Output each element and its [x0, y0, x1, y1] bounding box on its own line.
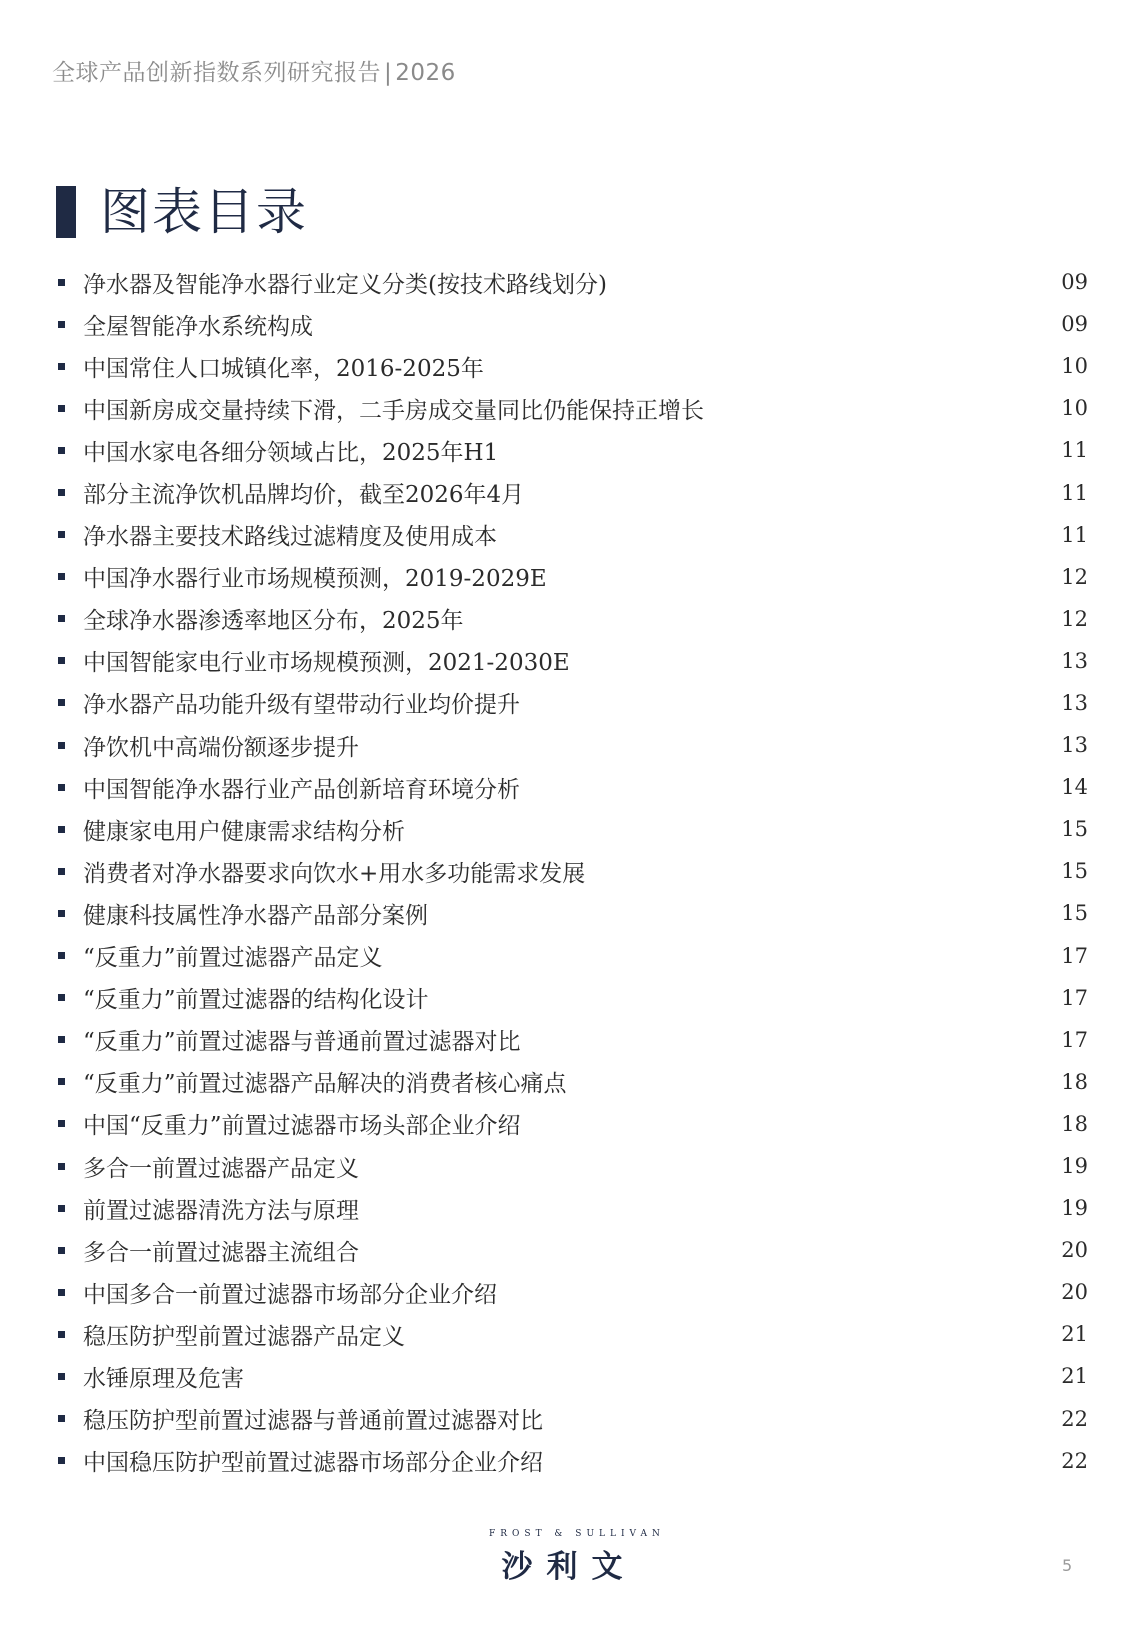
toc-entry[interactable]: [56, 471, 1088, 513]
title-accent-bar: [56, 186, 76, 238]
toc-entry-label: 中国水家电各细分领域占比，2025年H1: [83, 439, 499, 466]
toc-entry-page: 13: [1061, 690, 1088, 715]
toc-entry[interactable]: [56, 1271, 1088, 1313]
toc-entry[interactable]: [56, 640, 1088, 682]
header-year: 2026: [395, 60, 456, 86]
toc-entry-label: 中国净水器行业市场规模预测，2019-2029E: [83, 566, 547, 593]
toc-entry-page: 10: [1061, 396, 1088, 421]
toc-entry-label: 水锤原理及危害: [83, 1365, 244, 1392]
toc-entry-page: 13: [1061, 733, 1088, 758]
toc-entry[interactable]: [56, 387, 1088, 429]
toc-entry-label: 健康科技属性净水器产品部分案例: [83, 902, 428, 929]
toc-entry-label: 净水器产品功能升级有望带动行业均价提升: [83, 692, 520, 719]
square-bullet-icon: [58, 1289, 65, 1296]
toc-entry-label: 中国智能家电行业市场规模预测，2021-2030E: [83, 650, 570, 677]
square-bullet-icon: [58, 952, 65, 959]
toc-entry-page: 12: [1061, 606, 1088, 631]
square-bullet-icon: [58, 699, 65, 706]
toc-entry-label: 全屋智能净水系统构成: [83, 313, 313, 340]
square-bullet-icon: [58, 742, 65, 749]
toc-entry[interactable]: [56, 1229, 1088, 1271]
toc-entry-label: 中国“反重力”前置过滤器市场头部企业介绍: [83, 1113, 521, 1140]
toc-entry[interactable]: [56, 1103, 1088, 1145]
toc-entry-label: 中国新房成交量持续下滑，二手房成交量同比仍能保持正增长: [83, 397, 704, 424]
page-title: 图表目录: [100, 183, 308, 241]
toc-entry-page: 17: [1061, 1027, 1088, 1052]
toc-entry-page: 12: [1061, 564, 1088, 589]
toc-entry-page: 20: [1061, 1238, 1088, 1263]
toc-entry-label: 中国稳压防护型前置过滤器市场部分企业介绍: [83, 1450, 543, 1477]
toc-entry-page: 10: [1061, 354, 1088, 379]
figure-list: [56, 261, 1088, 1482]
section-heading: [56, 183, 308, 241]
toc-entry[interactable]: [56, 850, 1088, 892]
toc-entry-page: 15: [1061, 859, 1088, 884]
toc-entry[interactable]: [56, 303, 1088, 345]
toc-entry[interactable]: [56, 935, 1088, 977]
toc-entry[interactable]: [56, 429, 1088, 471]
square-bullet-icon: [58, 363, 65, 370]
toc-entry[interactable]: [56, 682, 1088, 724]
toc-entry-label: 稳压防护型前置过滤器产品定义: [83, 1323, 405, 1350]
toc-entry-label: 多合一前置过滤器产品定义: [83, 1155, 359, 1182]
toc-entry-label: 净水器主要技术路线过滤精度及使用成本: [83, 524, 497, 551]
square-bullet-icon: [58, 994, 65, 1001]
toc-entry-page: 11: [1061, 438, 1088, 463]
toc-entry-page: 20: [1061, 1280, 1088, 1305]
toc-entry-page: 21: [1061, 1322, 1088, 1347]
page-number: 5: [1062, 1556, 1073, 1575]
toc-entry-page: 15: [1061, 817, 1088, 842]
square-bullet-icon: [58, 784, 65, 791]
toc-entry-label: “反重力”前置过滤器产品解决的消费者核心痛点: [83, 1071, 567, 1098]
toc-entry-label: 多合一前置过滤器主流组合: [83, 1239, 359, 1266]
toc-entry-page: 21: [1061, 1364, 1088, 1389]
toc-entry-label: 健康家电用户健康需求结构分析: [83, 818, 405, 845]
toc-entry[interactable]: [56, 724, 1088, 766]
frost-sullivan-logo: [489, 1529, 665, 1586]
toc-entry-page: 22: [1061, 1406, 1088, 1431]
square-bullet-icon: [58, 489, 65, 496]
toc-entry-page: 22: [1061, 1448, 1088, 1473]
square-bullet-icon: [58, 279, 65, 286]
toc-entry-page: 18: [1061, 1111, 1088, 1136]
square-bullet-icon: [58, 868, 65, 875]
toc-entry[interactable]: [56, 1440, 1088, 1482]
toc-entry-page: 13: [1061, 648, 1088, 673]
toc-entry[interactable]: [56, 514, 1088, 556]
toc-entry[interactable]: [56, 766, 1088, 808]
toc-entry-label: “反重力”前置过滤器的结构化设计: [83, 987, 429, 1014]
logo-english: FROST & SULLIVAN: [489, 1529, 665, 1539]
square-bullet-icon: [58, 1120, 65, 1127]
toc-entry-label: “反重力”前置过滤器与普通前置过滤器对比: [83, 1029, 521, 1056]
toc-entry[interactable]: [56, 1355, 1088, 1397]
toc-entry[interactable]: [56, 1019, 1088, 1061]
toc-entry[interactable]: [56, 1061, 1088, 1103]
toc-entry[interactable]: [56, 261, 1088, 303]
toc-entry[interactable]: [56, 345, 1088, 387]
toc-entry[interactable]: [56, 598, 1088, 640]
report-header: [52, 54, 456, 87]
toc-entry[interactable]: [56, 892, 1088, 934]
toc-entry-label: 中国多合一前置过滤器市场部分企业介绍: [83, 1281, 497, 1308]
square-bullet-icon: [58, 1205, 65, 1212]
toc-entry-page: 11: [1061, 522, 1088, 547]
toc-entry-label: 净水器及智能净水器行业定义分类(按技术路线划分): [83, 271, 607, 298]
toc-entry-label: 消费者对净水器要求向饮水+用水多功能需求发展: [83, 860, 586, 887]
toc-entry-page: 09: [1061, 270, 1088, 295]
header-title: 全球产品创新指数系列研究报告: [52, 60, 381, 86]
square-bullet-icon: [58, 1331, 65, 1338]
square-bullet-icon: [58, 657, 65, 664]
logo-chinese: 沙利文: [501, 1549, 637, 1585]
toc-entry-page: 18: [1061, 1069, 1088, 1094]
square-bullet-icon: [58, 447, 65, 454]
toc-entry-label: “反重力”前置过滤器产品定义: [83, 945, 383, 972]
square-bullet-icon: [58, 1247, 65, 1254]
toc-entry-page: 19: [1061, 1154, 1088, 1179]
square-bullet-icon: [58, 1078, 65, 1085]
square-bullet-icon: [58, 405, 65, 412]
toc-entry-page: 09: [1061, 312, 1088, 337]
toc-entry[interactable]: [56, 1145, 1088, 1187]
square-bullet-icon: [58, 615, 65, 622]
toc-entry-page: 14: [1061, 775, 1088, 800]
square-bullet-icon: [58, 1163, 65, 1170]
toc-entry[interactable]: [56, 556, 1088, 598]
toc-entry-page: 19: [1061, 1196, 1088, 1221]
square-bullet-icon: [58, 826, 65, 833]
square-bullet-icon: [58, 1036, 65, 1043]
toc-entry-label: 净饮机中高端份额逐步提升: [83, 734, 359, 761]
square-bullet-icon: [58, 531, 65, 538]
toc-entry-page: 17: [1061, 985, 1088, 1010]
toc-entry-label: 部分主流净饮机品牌均价，截至2026年4月: [83, 482, 525, 509]
square-bullet-icon: [58, 573, 65, 580]
toc-entry-label: 前置过滤器清洗方法与原理: [83, 1197, 359, 1224]
toc-entry[interactable]: [56, 1187, 1088, 1229]
toc-entry-label: 稳压防护型前置过滤器与普通前置过滤器对比: [83, 1408, 543, 1435]
toc-entry-page: 17: [1061, 943, 1088, 968]
toc-entry-label: 中国智能净水器行业产品创新培育环境分析: [83, 776, 520, 803]
square-bullet-icon: [58, 1373, 65, 1380]
square-bullet-icon: [58, 1457, 65, 1464]
toc-entry[interactable]: [56, 1313, 1088, 1355]
toc-entry-label: 中国常住人口城镇化率，2016-2025年: [83, 355, 484, 382]
toc-entry[interactable]: [56, 808, 1088, 850]
toc-entry-label: 全球净水器渗透率地区分布，2025年: [83, 608, 464, 635]
square-bullet-icon: [58, 1415, 65, 1422]
toc-entry-page: 11: [1061, 480, 1088, 505]
toc-entry[interactable]: [56, 1398, 1088, 1440]
header-separator: |: [384, 60, 393, 86]
square-bullet-icon: [58, 910, 65, 917]
toc-entry-page: 15: [1061, 901, 1088, 926]
toc-entry[interactable]: [56, 977, 1088, 1019]
square-bullet-icon: [58, 321, 65, 328]
